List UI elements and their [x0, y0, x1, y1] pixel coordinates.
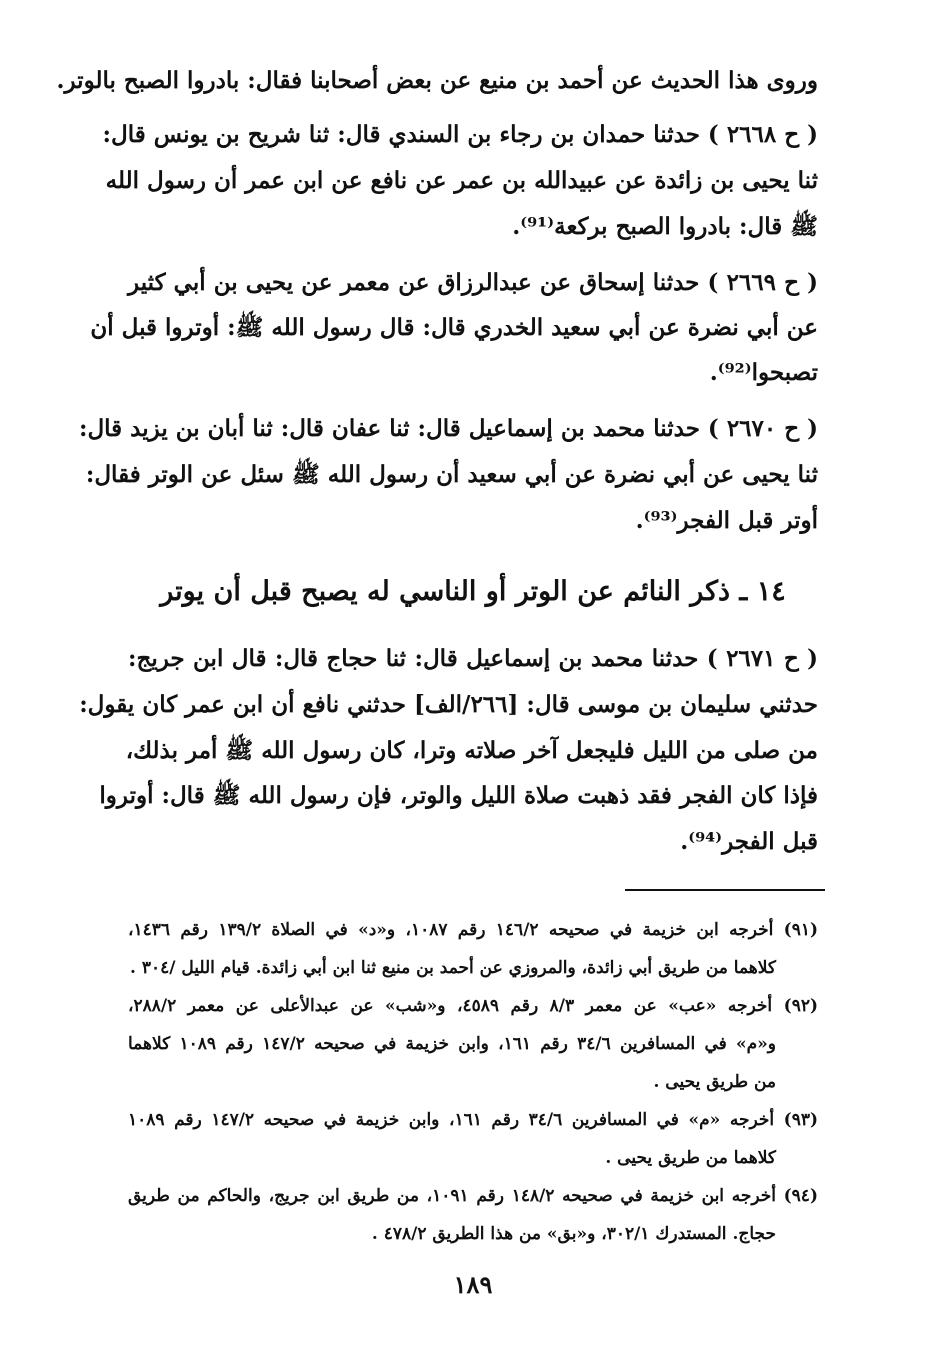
hadith-line: ثنا يحيى بن زائدة عن عبيدالله بن عمر عن نافع عن ابن عمر أن رسول الله [105, 167, 818, 194]
footnote-line: (٩٣) أخرجه «م» في المسافرين ٣٤/٦ رقم ١٦١، وابن خزيمة في صحيحه ١٤٧/٢ رقم ١٠٨٩ [128, 1110, 818, 1130]
hadith-line: من صلى من الليل فليجعل آخر صلاته وترا، كان رسول الله ﷺ أمر بذلك، [125, 737, 818, 764]
footnote-line: كلاهما من طريق أبي زائدة، والمروزي عن أحمد بن منيع ثنا ابن أبي زائدة. قيام الليل /٣٠٤ . [129, 958, 776, 978]
footnote-line: (٩١) أخرجه ابن خزيمة في صحيحه ١٤٦/٢ رقم ١٠٨٧، و«د» في الصلاة ١٣٩/٢ رقم ١٤٣٦، [128, 920, 818, 940]
hadith-line: ( ح ٢٦٦٨ ) حدثنا حمدان بن رجاء بن السندي قال: ثنا شريح بن يونس قال: [102, 121, 818, 148]
footnote-line: كلاهما من طريق يحيى . [605, 1148, 776, 1168]
hadith-line: ( ح ٢٦٦٩ ) حدثنا إسحاق عن عبدالرزاق عن معمر عن يحيى بن أبي كثير [128, 269, 818, 296]
footnote-line: (٩٢) أخرجه «عب» عن معمر ٨/٣ رقم ٤٥٨٩، و«شب» عن عبدالأعلى عن معمر ٢٨٨/٢، [128, 996, 819, 1016]
footnote-line: من طريق يحيى . [653, 1072, 776, 1092]
footnote-line: (٩٤) أخرجه ابن خزيمة في صحيحه ١٤٨/٢ رقم ١٠٩١، من طريق ابن جريج، والحاكم من طريق [128, 1186, 818, 1206]
hadith-line: ( ح ٢٦٧١ ) حدثنا محمد بن إسماعيل قال: ثنا حجاج قال: قال ابن جريج: [128, 645, 818, 672]
footnote-line: حجاج. المستدرك ٣٠٢/١، و«بق» من هذا الطريق ٤٧٨/٢ . [371, 1224, 776, 1244]
hadith-line: ( ح ٢٦٧٠ ) حدثنا محمد بن إسماعيل قال: ثنا عفان قال: ثنا أبان بن يزيد قال: [78, 415, 818, 442]
opening-line: وروى هذا الحديث عن أحمد بن منيع عن بعض أصحابنا فقال: بادروا الصبح بالوتر. [56, 67, 818, 94]
hadith-line: أوتر قبل الفجر⁽⁹³⁾. [635, 507, 818, 534]
hadith-line: ثنا يحيى عن أبي نضرة عن أبي سعيد أن رسول الله ﷺ سئل عن الوتر فقال: [85, 461, 818, 488]
page-number: ١٨٩ [453, 1270, 493, 1299]
hadith-line: قبل الفجر⁽⁹⁴⁾. [680, 828, 818, 855]
footnote-separator [625, 889, 825, 891]
section-heading: ١٤ ـ ذكر النائم عن الوتر أو الناسي له يصبح قبل أن يوتر [160, 576, 786, 607]
hadith-line: حدثني سليمان بن موسى قال: [٢٦٦/الف] حدثني نافع أن ابن عمر كان يقول: [79, 691, 818, 718]
hadith-line: ﷺ قال: بادروا الصبح بركعة⁽⁹¹⁾. [512, 213, 818, 240]
hadith-line: تصبحوا⁽⁹²⁾. [709, 359, 818, 386]
hadith-line: عن أبي نضرة عن أبي سعيد الخدري قال: قال رسول الله ﷺ: أوتروا قبل أن [90, 314, 818, 341]
hadith-line: فإذا كان الفجر فقد ذهبت صلاة الليل والوتر، فإن رسول الله ﷺ قال: أوتروا [99, 782, 818, 809]
footnote-line: و«م» في المسافرين ٣٤/٦ رقم ١٦١، وابن خزيمة في صحيحه ١٤٧/٢ رقم ١٠٨٩ كلاهما [128, 1034, 776, 1054]
